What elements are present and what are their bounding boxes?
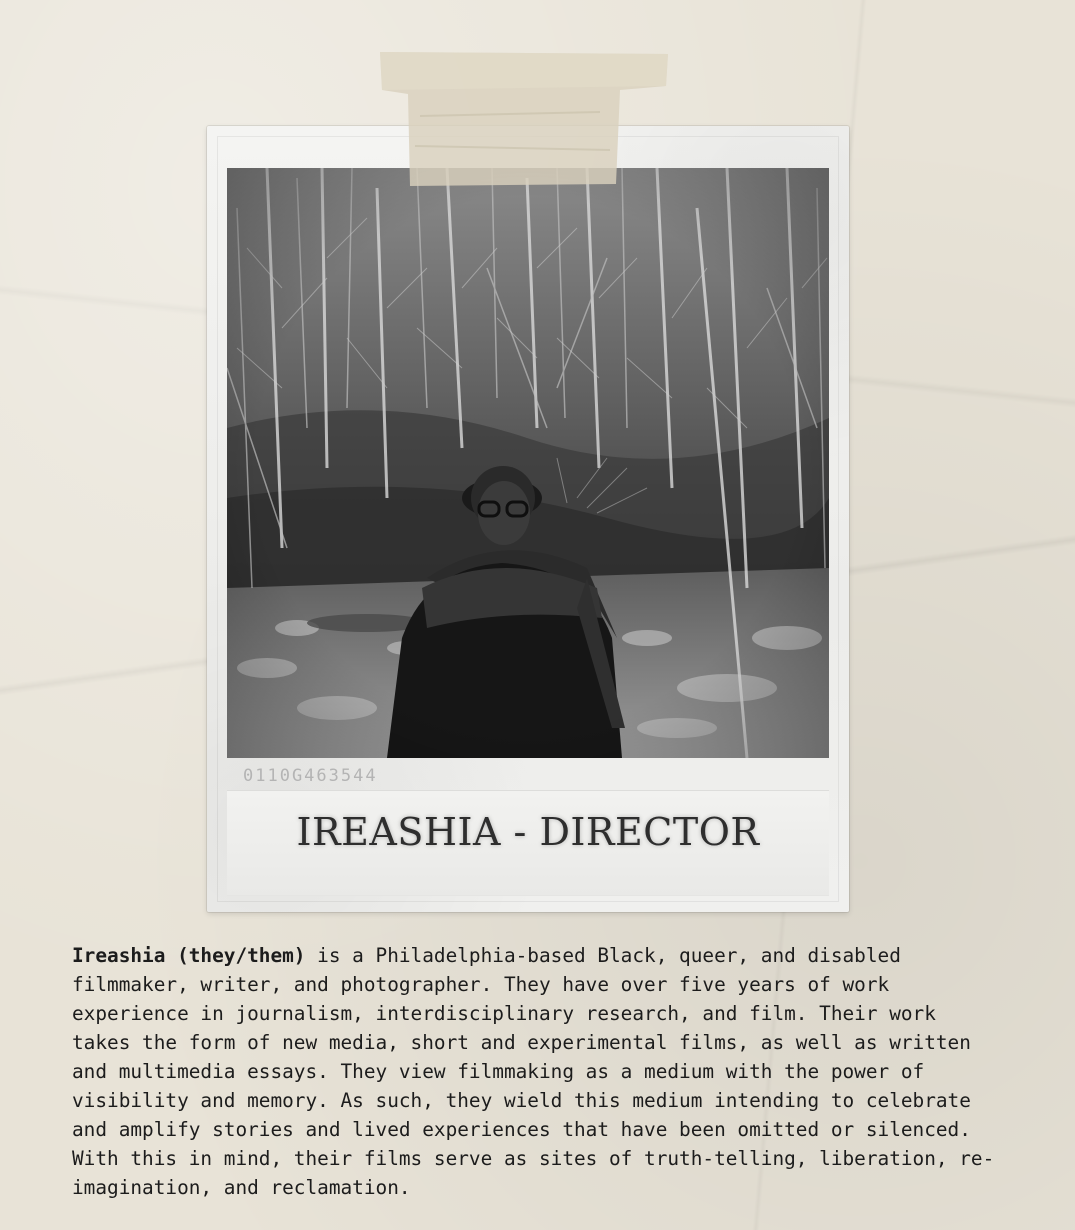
- bio-paragraph: [72, 941, 1002, 1202]
- caption-title: IREASHIA - DIRECTOR: [296, 810, 760, 854]
- polaroid-frame: [207, 126, 849, 912]
- bio-name: Ireashia (they/them): [72, 944, 306, 967]
- bio-text: is a Philadelphia-based Black, queer, and disabled filmmaker, writer, and photographer. They have over five years of work experience in journalism, interdisciplinary research, and film. Their work takes the form of new media, short and experimental films, as well as written and multimedia essays. They view filmmaking as a medium with the power of visibility and memory. As such, they wield this medium intending to celebrate and amplify stories and lived experiences that have been omitted or silenced. With this in mind, their films serve as sites of truth-telling, liberation, re-imagination, and reclamation.: [72, 944, 995, 1199]
- film-number: 0110G463544: [243, 766, 378, 786]
- portrait-photo: [227, 168, 829, 758]
